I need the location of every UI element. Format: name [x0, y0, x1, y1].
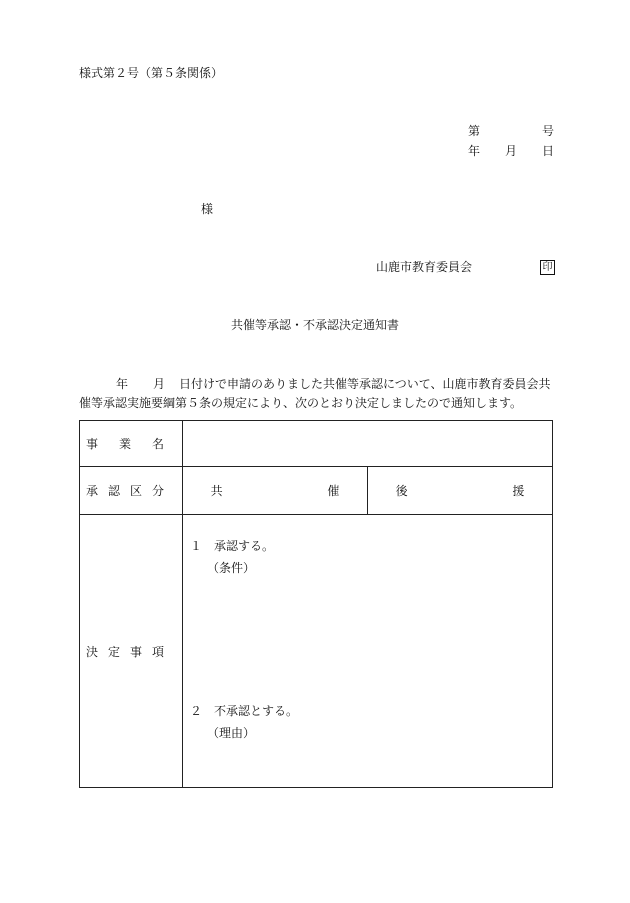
label-char: 項 — [151, 644, 164, 659]
date-year: 年 — [468, 144, 481, 158]
decision-content[interactable] — [183, 515, 553, 788]
row-approval-category — [80, 467, 553, 515]
issuer-name: 山鹿市教育委員会 — [376, 260, 473, 274]
reason-note: （理由） — [207, 726, 256, 740]
option-char: 後 — [395, 484, 408, 498]
label-char: 承 — [86, 484, 99, 498]
label-char: 名 — [151, 437, 164, 451]
disapprove-item: ２ 不承認とする。 — [190, 704, 299, 718]
approve-item: １ 承認する。 — [190, 539, 275, 553]
body-line-2: 催等承認実施要綱第５条の規定により、次のとおり決定しましたので通知します。 — [79, 396, 523, 410]
document-title: 共催等承認・不承認決定通知書 — [230, 318, 399, 332]
project-name-field[interactable] — [183, 421, 553, 467]
label-char: 事 — [129, 644, 142, 659]
decision-label — [80, 515, 183, 788]
label-char: 認 — [107, 484, 120, 498]
label-char: 業 — [118, 437, 131, 451]
approval-category-label — [80, 467, 183, 515]
form-number: 様式第２号（第５条関係） — [79, 66, 224, 80]
label-char: 定 — [107, 644, 120, 659]
date-line — [468, 144, 554, 158]
label-char: 事 — [86, 437, 99, 451]
row-project-name — [80, 421, 553, 467]
label-char: 区 — [129, 484, 142, 498]
option-cosponsor[interactable] — [183, 467, 368, 515]
label-char: 分 — [151, 484, 164, 498]
conditions-note: （条件） — [207, 561, 256, 575]
option-char: 共 — [210, 484, 223, 498]
date-month: 月 — [504, 144, 517, 158]
doc-number-prefix: 第 — [468, 124, 481, 138]
body-rest: 日付けで申請のありました共催等承認について、山鹿市教育委員会共 — [179, 377, 551, 391]
date-day: 日 — [541, 144, 554, 158]
decision-table — [79, 420, 553, 788]
document-number — [468, 124, 554, 138]
row-decision — [80, 515, 553, 788]
label-char: 決 — [86, 644, 99, 659]
doc-number-suffix: 号 — [541, 124, 554, 138]
seal-mark: 印 — [540, 260, 555, 275]
option-char: 援 — [512, 484, 525, 498]
addressee-suffix: 様 — [201, 202, 214, 216]
body-month: 月 — [153, 377, 166, 391]
body-year: 年 — [116, 377, 129, 391]
option-support[interactable] — [368, 467, 553, 515]
project-name-label — [80, 421, 183, 467]
option-char: 催 — [327, 484, 340, 498]
